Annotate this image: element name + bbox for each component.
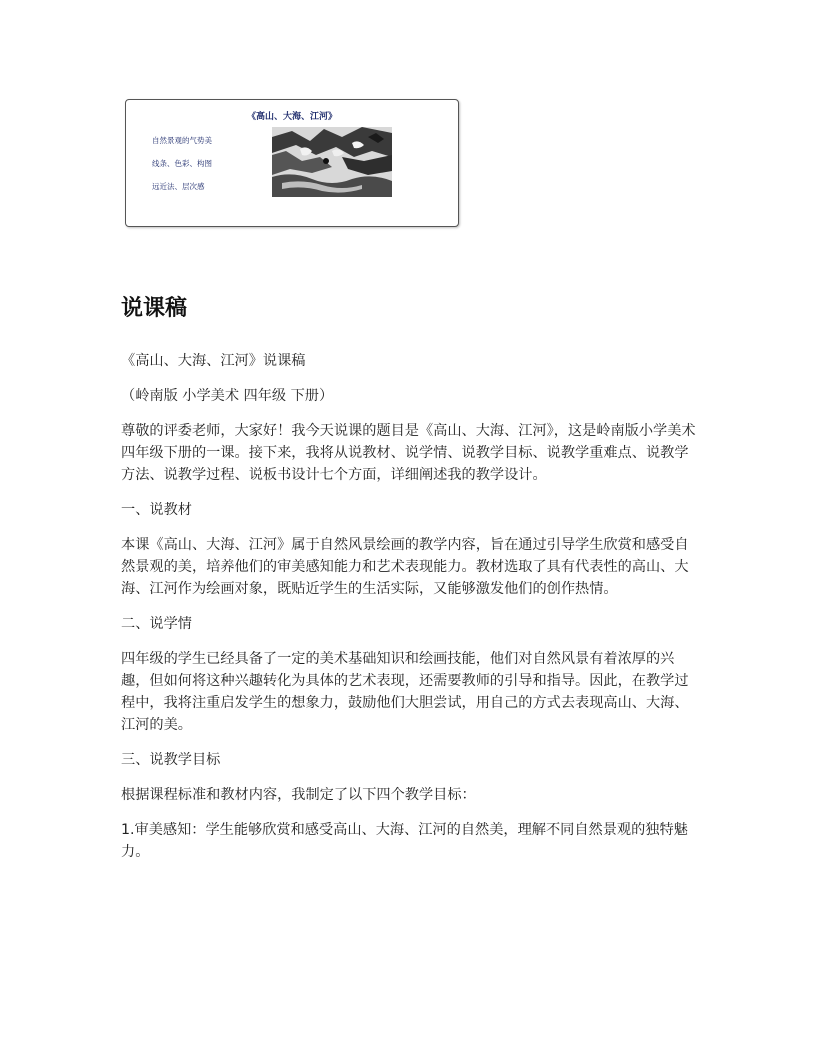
slide-thumbnail — [125, 99, 459, 227]
section-heading: 一、说教材 — [121, 502, 192, 518]
paragraph: 《高山、大海、江河》说课稿 — [121, 353, 306, 369]
paragraph: 本课《高山、大海、江河》属于自然风景绘画的教学内容，旨在通过引导学生欣赏和感受自然景观的美，培养他们的审美感知能力和艺术表现能力。教材选取了具有代表性的高山、大海、江河作为绘画对象，既贴近学生的生活实际，又能够激发他们的创作热情。 — [121, 537, 689, 597]
paragraph: 四年级的学生已经具备了一定的美术基础知识和绘画技能，他们对自然风景有着浓厚的兴趣，但如何将这种兴趣转化为具体的艺术表现，还需要教师的引导和指导。因此，在教学过程中，我将注重启发学生的想象力，鼓励他们大胆尝试，用自己的方式去表现高山、大海、江河的美。 — [121, 651, 689, 733]
paragraph: 尊敬的评委老师，大家好！我今天说课的题目是《高山、大海、江河》，这是岭南版小学美术四年级下册的一课。接下来，我将从说教材、说学情、说教学目标、说教学重难点、说教学方法、说教学过程、说板书设计七个方面，详细阐述我的教学设计。 — [121, 423, 696, 483]
slide-bullet: 自然景观的气势美 — [152, 136, 212, 145]
section-heading: 二、说学情 — [121, 616, 192, 632]
ink-landscape-painting — [272, 127, 392, 197]
slide-bullet: 线条、色彩、构图 — [152, 159, 212, 168]
slide-bullet-list — [152, 136, 212, 205]
paragraph: 1.审美感知：学生能够欣赏和感受高山、大海、江河的自然美，理解不同自然景观的独特魅力。 — [121, 822, 688, 860]
slide-title: 《高山、大海、江河》 — [246, 112, 337, 122]
paragraph: 根据课程标准和教材内容，我制定了以下四个教学目标： — [121, 787, 476, 803]
document-title: 说课稿 — [121, 296, 188, 321]
paragraph: （岭南版 小学美术 四年级 下册） — [121, 388, 334, 404]
document-body — [121, 350, 697, 876]
slide-bullet: 远近法、层次感 — [152, 182, 205, 191]
ink-landscape-image — [272, 127, 392, 197]
section-heading: 三、说教学目标 — [121, 752, 221, 768]
